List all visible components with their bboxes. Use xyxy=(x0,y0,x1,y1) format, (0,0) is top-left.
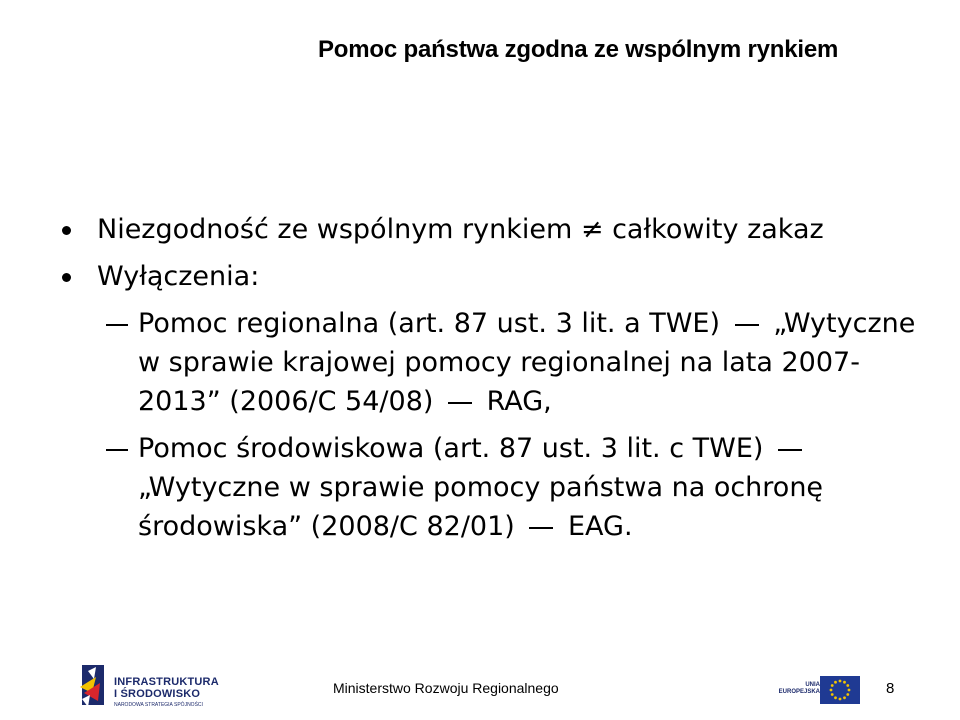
logo-line-2: I ŚRODOWISKO xyxy=(114,688,201,700)
sub-item-heading: Pomoc środowiskowa (art. 87 ust. 3 lit. c TWE) xyxy=(138,433,764,464)
bullet-text: Wyłączenia: xyxy=(97,261,260,292)
slide-title: Pomoc państwa zgodna ze wspólnym rynkiem xyxy=(318,36,839,63)
dash-icon xyxy=(735,324,759,326)
dash-icon xyxy=(778,449,802,451)
dash-icon xyxy=(106,449,128,451)
bullet-dot-icon xyxy=(62,226,71,235)
eu-logo-line-2: EUROPEJSKA xyxy=(778,689,820,695)
eu-logo xyxy=(772,674,862,706)
footer-ministry: Ministerstwo Rozwoju Regionalnego xyxy=(333,680,559,696)
slide-content xyxy=(60,210,920,546)
bullet-dot-icon xyxy=(62,273,71,282)
logo-line-3: NARODOWA STRATEGIA SPÓJNOŚCI xyxy=(114,702,203,708)
sub-item-abbrev: EAG. xyxy=(568,511,633,542)
eu-flag-icon xyxy=(820,676,860,704)
nss-emblem-icon xyxy=(78,663,110,709)
sub-item-regional xyxy=(60,304,920,421)
bullet-item xyxy=(60,210,920,249)
bullet-item xyxy=(60,257,920,296)
dash-icon xyxy=(106,324,128,326)
sub-item-guidelines: „Wytyczne w sprawie pomocy państwa na ochronę środowiska” (2008/C 82/01) xyxy=(138,472,824,542)
page-number: 8 xyxy=(886,680,895,697)
sub-item-abbrev: RAG, xyxy=(486,386,552,417)
sub-item-guidelines: „Wytyczne w sprawie krajowej pomocy regionalnej na lata 2007-2013” (2006/C 54/08) xyxy=(138,308,916,417)
sub-item-heading: Pomoc regionalna (art. 87 ust. 3 lit. a TWE) xyxy=(138,308,720,339)
bullet-text: Niezgodność ze wspólnym rynkiem ≠ całkowity zakaz xyxy=(97,214,824,245)
logo-line-1: INFRASTRUKTURA xyxy=(114,676,219,688)
dash-icon xyxy=(448,402,472,404)
infrastruktura-logo xyxy=(78,663,218,711)
eu-logo-line-1: UNIA xyxy=(805,682,820,688)
dash-icon xyxy=(529,527,553,529)
sub-item-environmental xyxy=(60,429,920,546)
